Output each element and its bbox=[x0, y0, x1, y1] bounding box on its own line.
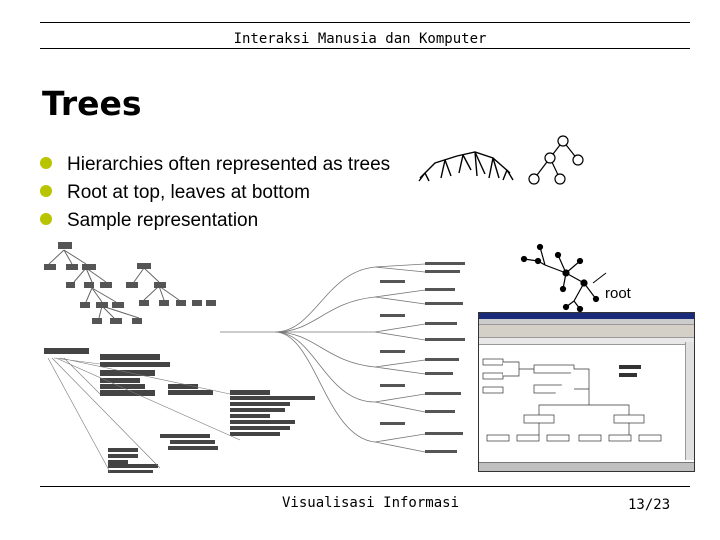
letter-tree-sketch bbox=[44, 242, 224, 327]
window-taskbar bbox=[479, 462, 694, 471]
branching-tree-sketch bbox=[415, 148, 515, 184]
bullet-text: Sample representation bbox=[67, 210, 259, 231]
header-bottom-rule bbox=[40, 48, 690, 49]
bullet-text: Root at top, leaves at bottom bbox=[67, 182, 310, 203]
footer-course-title: Visualisasi Informasi bbox=[282, 495, 460, 511]
window-toolbar bbox=[479, 325, 694, 338]
bullet-item bbox=[40, 179, 390, 207]
header-title: Interaksi Manusia dan Komputer bbox=[233, 31, 487, 47]
bullet-item bbox=[40, 207, 390, 235]
window-addressbar bbox=[479, 338, 694, 345]
bullet-icon bbox=[40, 213, 52, 225]
bullet-text: Hierarchies often represented as trees bbox=[67, 154, 391, 175]
bullet-list bbox=[40, 151, 390, 235]
root-pointer-line bbox=[593, 273, 606, 283]
footer-rule bbox=[40, 486, 690, 487]
bullet-icon bbox=[40, 157, 52, 169]
application-window-screenshot bbox=[478, 312, 695, 472]
slide-title: Trees bbox=[42, 84, 142, 123]
root-label: root bbox=[605, 285, 631, 302]
bullet-item bbox=[40, 151, 390, 179]
perspective-text-tree bbox=[40, 344, 320, 474]
header-top-rule bbox=[40, 22, 690, 23]
bullet-icon bbox=[40, 185, 52, 197]
page-number: 13/23 bbox=[628, 497, 671, 513]
window-scrollbar bbox=[685, 342, 694, 460]
node-link-tree-diagram bbox=[525, 133, 585, 188]
radial-tree-diagram bbox=[518, 243, 618, 313]
org-chart-content bbox=[479, 345, 684, 465]
